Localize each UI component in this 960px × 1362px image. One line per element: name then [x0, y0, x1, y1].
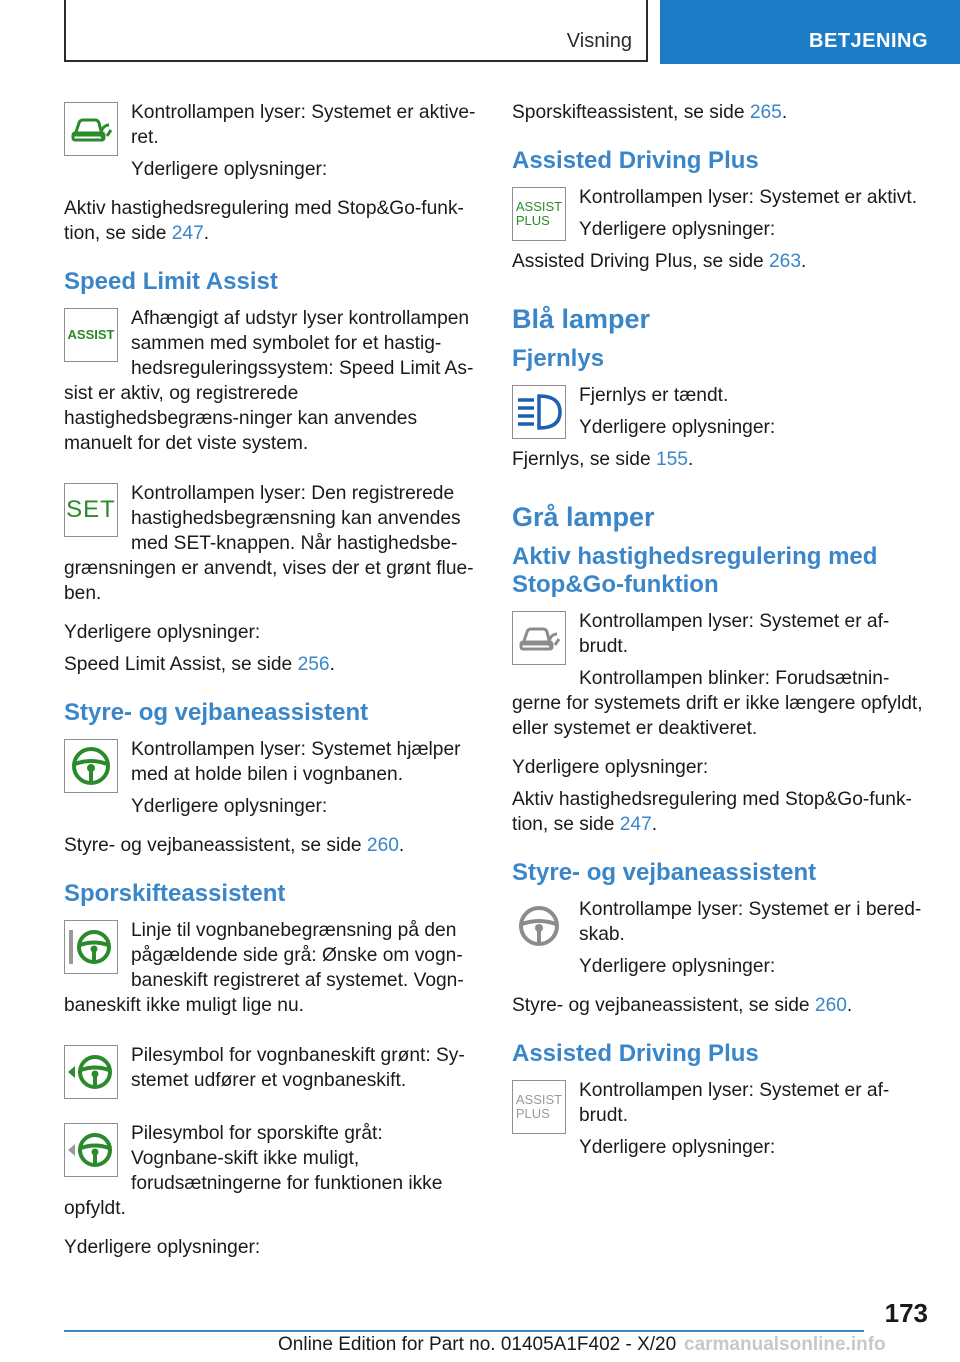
- adp-grey-heading: Assisted Driving Plus: [512, 1040, 759, 1067]
- right-column: [512, 100, 924, 1174]
- steering-grey-block: [512, 897, 924, 986]
- steering-wheel-green-icon: [64, 739, 118, 793]
- speed-limit-set-block: [64, 481, 476, 613]
- speed-limit-ref: Speed Limit Assist, se side 256.: [64, 654, 335, 675]
- acc-active-block: [64, 100, 476, 189]
- assist-plus-grey-icon: ASSIST PLUS: [512, 1080, 566, 1134]
- high-beam-text: Fjernlys er tændt.: [579, 385, 729, 406]
- adp-grey-text: Kontrollampen lyser: Systemet er af-brudt.: [579, 1080, 890, 1126]
- steering-text: Kontrollampen lyser: Systemet hjælper med at holde bilen i vognbanen.: [131, 739, 461, 785]
- page-link-260[interactable]: 260: [366, 835, 399, 856]
- adp-grey-block: [512, 1078, 924, 1167]
- page-link-256[interactable]: 256: [297, 654, 330, 675]
- footer-edition: Online Edition for Part no. 01405A1F402 - X/20: [278, 1334, 677, 1355]
- lane-change-block-3: [64, 1121, 476, 1228]
- high-beam-block: [512, 383, 924, 479]
- acc-grey-text-1: Kontrollampen lyser: Systemet er af-brudt.: [579, 611, 890, 657]
- assist-plus-green-icon: ASSIST PLUS: [512, 187, 566, 241]
- speed-limit-block: [64, 306, 476, 463]
- watermark: carmanualsonline.info: [684, 1334, 886, 1355]
- lane-change-text-1: Linje til vognbanebegrænsning på den pågældende side grå: Ønske om vogn-baneskift registreret af systemet. Vogn-baneskift ikke muligt lige nu.: [64, 920, 464, 1016]
- speed-limit-set-text: Kontrollampen lyser: Den registrerede hastighedsbegrænsning kan anvendes med SET-knappen. Når hastighedsbe-grænsningen er anvendt, vises der et grønt flue-ben.: [64, 483, 474, 604]
- grey-lamps-heading: Grå lamper: [512, 502, 655, 532]
- acc-active-text: Kontrollampen lyser: Systemet er aktive-ret.: [131, 102, 476, 148]
- acc-active-ref: Aktiv hastighedsregulering med Stop&Go-funk-tion, se side 247.: [64, 198, 464, 244]
- adp-grey-more: Yderligere oplysninger:: [579, 1137, 776, 1158]
- acc-grey-ref: Aktiv hastighedsregulering med Stop&Go-funk-tion, se side 247.: [512, 789, 912, 835]
- adp-heading: Assisted Driving Plus: [512, 147, 759, 174]
- lane-change-heading: Sporskifteassistent: [64, 880, 286, 907]
- adp-ref: Assisted Driving Plus, se side 263.: [512, 251, 807, 272]
- assist-green-icon: ASSIST: [64, 308, 118, 362]
- lane-change-block-1: [64, 918, 476, 1025]
- page-link-263[interactable]: 263: [769, 251, 802, 272]
- high-beam-heading: Fjernlys: [512, 345, 605, 372]
- header-chapter-tab: [660, 0, 960, 64]
- acc-grey-text-2: Kontrollampen blinker: Forudsætnin-gerne for systemets drift er ikke længere opfyldt, eller systemet er deaktiveret.: [512, 668, 923, 739]
- steering-grey-more: Yderligere oplysninger:: [579, 956, 776, 977]
- acc-grey-icon: [512, 611, 566, 665]
- steering-heading: Styre- og vejbaneassistent: [64, 699, 369, 726]
- blue-lamps-heading: Blå lamper: [512, 304, 651, 334]
- high-beam-ref: Fjernlys, se side 155.: [512, 449, 694, 470]
- left-column: [64, 100, 476, 1267]
- speed-limit-heading: Speed Limit Assist: [64, 268, 278, 295]
- steering-grey-text: Kontrollampe lyser: Systemet er i bered-skab.: [579, 899, 922, 945]
- steering-block: [64, 737, 476, 826]
- speed-limit-text: Afhængigt af udstyr lyser kontrollampen sammen med symbolet for et hastig-hedsreguleringssystem: Speed Limit As-sist er aktiv, og registrerede hastighedsbegræns-ninger kan anvendes manuelt for det viste system.: [64, 308, 474, 454]
- lane-change-ref: Sporskifteassistent, se side 265.: [512, 102, 788, 123]
- page-number: 173: [884, 1298, 928, 1328]
- adp-text: Kontrollampen lyser: Systemet er aktivt.: [579, 187, 918, 208]
- footer-divider: [64, 1330, 864, 1332]
- acc-active-more: Yderligere oplysninger:: [131, 159, 328, 180]
- page-link-247b[interactable]: 247: [619, 814, 652, 835]
- adp-block: [512, 185, 924, 281]
- acc-grey-heading: Aktiv hastighedsregulering med Stop&Go-funktion: [512, 543, 878, 598]
- steering-grey-heading: Styre- og vejbaneassistent: [512, 859, 817, 886]
- page-link-265[interactable]: 265: [749, 102, 782, 123]
- lane-change-grey-arrow-icon: [64, 1123, 118, 1177]
- header-left-box: [64, 0, 648, 62]
- lane-change-more: Yderligere oplysninger:: [64, 1237, 261, 1258]
- acc-grey-block: [512, 609, 924, 748]
- acc-green-icon: [64, 102, 118, 156]
- header-section-label: Visning: [566, 30, 632, 52]
- steering-more: Yderligere oplysninger:: [131, 796, 328, 817]
- lane-change-text-2: Pilesymbol for vognbaneskift grønt: Sy-stemet udfører et vognbaneskift.: [131, 1045, 465, 1091]
- lane-change-grey-line-icon: [64, 920, 118, 974]
- page-link-155[interactable]: 155: [655, 449, 688, 470]
- speed-limit-more: Yderligere oplysninger:: [64, 622, 261, 643]
- page-link-260b[interactable]: 260: [814, 995, 847, 1016]
- header-chapter-label: BETJENING: [809, 30, 928, 52]
- lane-change-block-2: [64, 1043, 476, 1103]
- lane-change-text-3: Pilesymbol for sporskifte gråt: Vognbane-skift ikke muligt, forudsætningerne for funktionen ikke opfyldt.: [64, 1123, 443, 1219]
- high-beam-more: Yderligere oplysninger:: [579, 417, 776, 438]
- steering-wheel-grey-icon: [512, 899, 566, 953]
- lane-change-green-arrow-icon: [64, 1045, 118, 1099]
- page-link-247[interactable]: 247: [171, 223, 204, 244]
- acc-grey-more: Yderligere oplysninger:: [512, 757, 709, 778]
- adp-more: Yderligere oplysninger:: [579, 219, 776, 240]
- set-green-icon: SET: [64, 483, 118, 537]
- steering-grey-ref: Styre- og vejbaneassistent, se side 260.: [512, 995, 853, 1016]
- steering-ref: Styre- og vejbaneassistent, se side 260.: [64, 835, 405, 856]
- high-beam-blue-icon: [512, 385, 566, 439]
